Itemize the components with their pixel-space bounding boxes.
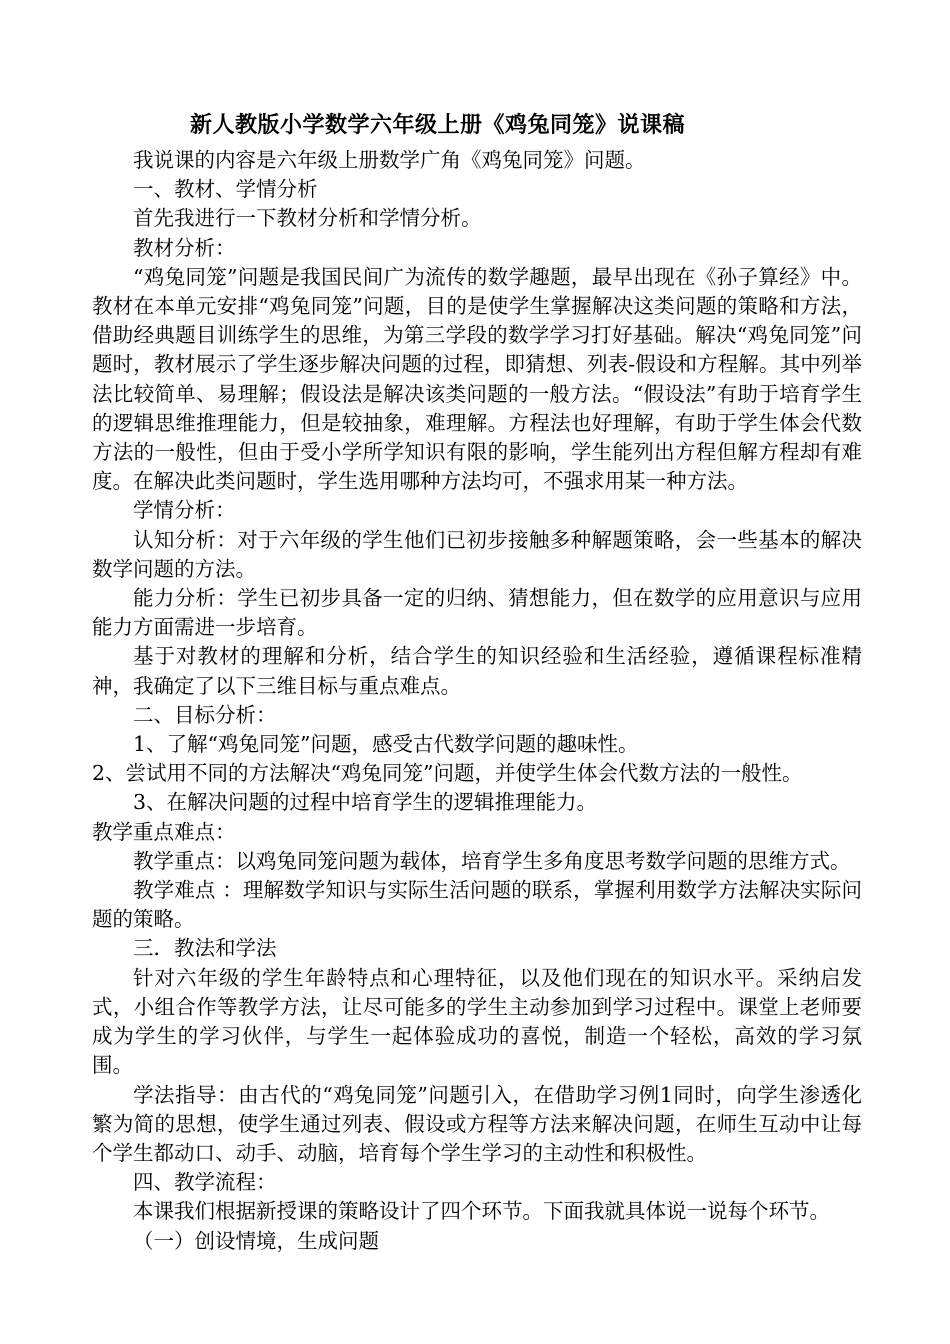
- paragraph: “鸡兔同笼”问题是我国民间广为流传的数学趣题，最早出现在《孙子算经》中。教材在本单元安排“鸡兔同笼”问题，目的是使学生掌握解决这类问题的策略和方法，借助经典题目训练学生的思维，为第三学段的数学学习打好基础。解决“鸡兔同笼”问题时，教材展示了学生逐步解决问题的过程，即猜想、列表-假设和方程解。其中列举法比较简单、易理解；假设法是解决该类问题的一般方法。“假设法”有助于培育学生的逻辑思维推理能力，但是较抽象，难理解。方程法也好理解，有助于学生体会代数方法的一般性，但由于受小学所学知识有限的影响，学生能列出方程但解方程却有难度。在解决此类问题时，学生选用哪种方法均可，不强求用某一种方法。: [92, 264, 862, 494]
- paragraph: 针对六年级的学生年龄特点和心理特征，以及他们现在的知识水平。采纳启发式，小组合作等教学方法，让尽可能多的学生主动参加到学习过程中。课堂上老师要成为学生的学习伙伴，与学生一起体验成功的喜悦，制造一个轻松，高效的学习氛围。: [92, 965, 862, 1078]
- paragraph: 基于对教材的理解和分析，结合学生的知识经验和生活经验，遵循课程标准精神，我确定了以下三维目标与重点难点。: [92, 644, 862, 698]
- paragraph: 四、教学流程：: [133, 1170, 277, 1195]
- paragraph: （一）创设情境，生成问题: [133, 1228, 379, 1253]
- paragraph: 认知分析：对于六年级的学生他们已初步接触多种解题策略，会一些基本的解决数学问题的方法。: [92, 527, 862, 581]
- paragraph: 3、在解决问题的过程中培育学生的逻辑推理能力。: [133, 790, 598, 815]
- paragraph: 一、教材、学情分析: [133, 177, 318, 202]
- paragraph: 2、尝试用不同的方法解决“鸡兔同笼”问题，并使学生体会代数方法的一般性。: [92, 761, 803, 786]
- paragraph: 三．教法和学法: [133, 936, 277, 961]
- paragraph: 学情分析：: [133, 498, 236, 523]
- document-title: 新人教版小学数学六年级上册《鸡兔同笼》说课稿: [190, 113, 686, 138]
- paragraph: 教学重点：以鸡兔同笼问题为载体，培育学生多角度思考数学问题的思维方式。: [133, 848, 851, 873]
- paragraph: 能力分析：学生已初步具备一定的归纳、猜想能力，但在数学的应用意识与应用能力方面需进一步培育。: [92, 586, 862, 640]
- paragraph: 本课我们根据新授课的策略设计了四个环节。下面我就具体说一说每个环节。: [133, 1199, 830, 1224]
- document-body: [92, 146, 862, 1256]
- paragraph: 1、了解“鸡兔同笼”问题，感受古代数学问题的趣味性。: [133, 732, 639, 757]
- paragraph: 教学重点难点：: [92, 819, 236, 844]
- paragraph: 教材分析：: [133, 235, 236, 260]
- paragraph: 二、目标分析：: [133, 702, 277, 727]
- paragraph: 学法指导：由古代的“鸡兔同笼”问题引入，在借助学习例1同时，向学生渗透化繁为简的思想，使学生通过列表、假设或方程等方法来解决问题，在师生互动中让每个学生都动口、动手、动脑，培育每个学生学习的主动性和积极性。: [92, 1082, 862, 1165]
- paragraph: 我说课的内容是六年级上册数学广角《鸡兔同笼》问题。: [133, 148, 646, 172]
- paragraph: 教学难点 ：理解数学知识与实际生活问题的联系，掌握利用数学方法解决实际问题的策略。: [92, 878, 862, 932]
- paragraph: 首先我进行一下教材分析和学情分析。: [133, 206, 482, 231]
